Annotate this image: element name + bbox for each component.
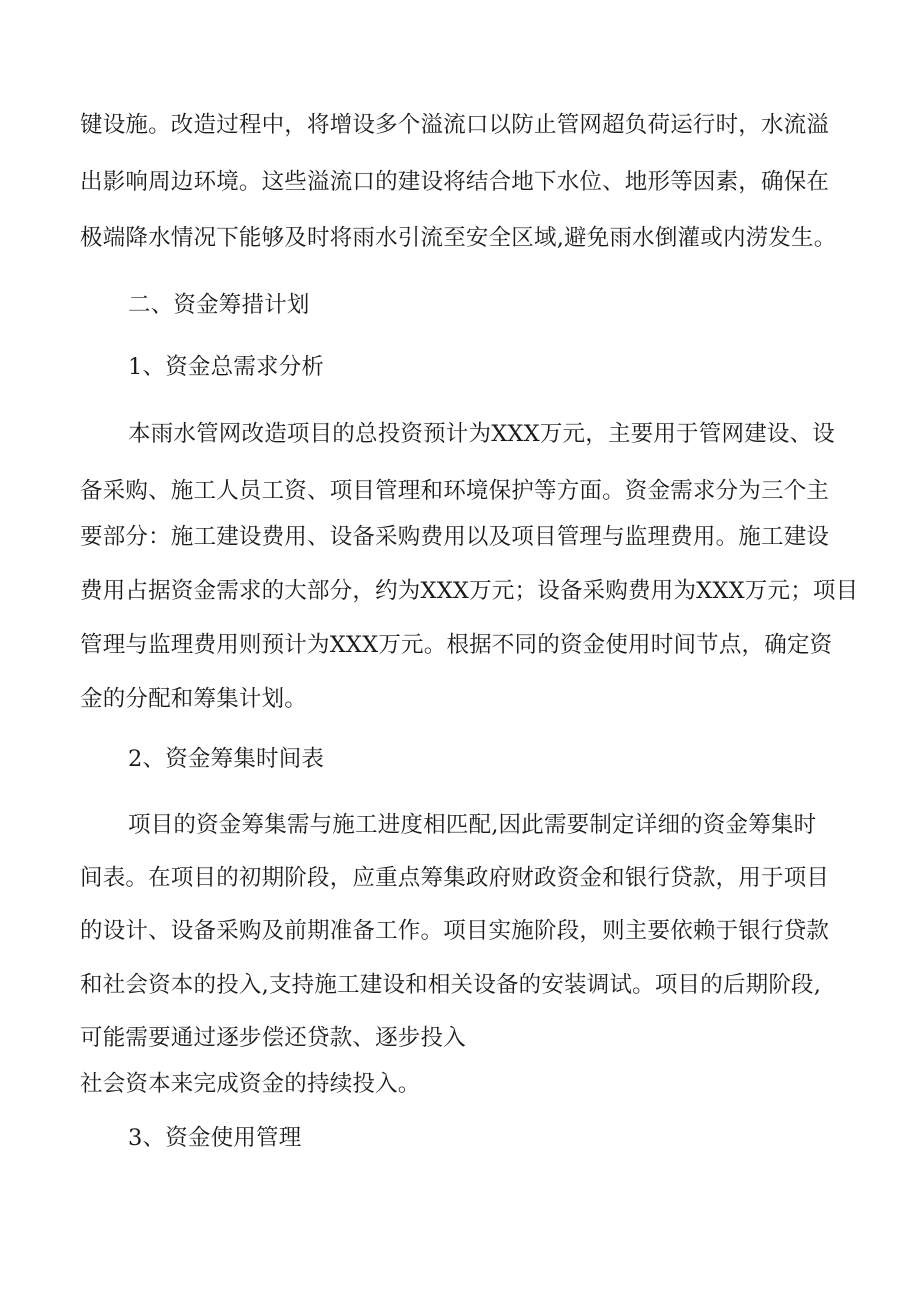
intro-line-1: 键设施。改造过程中，将增设多个溢流口以防止管网超负荷运行时，水流溢: [80, 112, 830, 138]
subsection-2-line-3: 的设计、设备采购及前期准备工作。项目实施阶段，则主要依赖于银行贷款: [80, 918, 830, 944]
subsection-2-line-1: 项目的资金筹集需与施工进度相匹配,因此需要制定详细的资金筹集时: [128, 812, 817, 838]
subsection-2-heading: 2、资金筹集时间表: [128, 746, 325, 772]
subsection-1-line-1: 本雨水管网改造项目的总投资预计为XXX万元，主要用于管网建设、设: [128, 421, 835, 447]
subsection-1-line-6: 金的分配和筹集计划。: [80, 686, 308, 712]
subsection-2-line-5: 可能需要通过逐步偿还贷款、逐步投入: [80, 1025, 466, 1051]
subsection-1-line-5: 管理与监理费用则预计为XXX万元。根据不同的资金使用时间节点，确定资: [80, 632, 833, 658]
intro-line-2: 出影响周边环境。这些溢流口的建设将结合地下水位、地形等因素，确保在: [80, 169, 830, 195]
subsection-2-line-2: 间表。在项目的初期阶段，应重点筹集政府财政资金和银行贷款，用于项目: [80, 865, 830, 891]
subsection-1-line-4: 费用占据资金需求的大部分，约为XXX万元；设备采购费用为XXX万元；项目: [80, 578, 859, 604]
section-heading: 二、资金筹措计划: [128, 292, 310, 318]
subsection-1-heading: 1、资金总需求分析: [128, 354, 325, 380]
subsection-2-line-4: 和社会资本的投入,支持施工建设和相关设备的安装调试。项目的后期阶段,: [80, 972, 822, 998]
subsection-2-line-6: 社会资本来完成资金的持续投入。: [80, 1071, 421, 1097]
intro-line-3: 极端降水情况下能够及时将雨水引流至安全区域,避免雨水倒灌或内涝发生。: [80, 225, 837, 251]
subsection-1-line-2: 备采购、施工人员工资、项目管理和环境保护等方面。资金需求分为三个主: [80, 478, 830, 504]
subsection-3-heading: 3、资金使用管理: [128, 1125, 302, 1151]
subsection-1-line-3: 要部分：施工建设费用、设备采购费用以及项目管理与监理费用。施工建设: [80, 524, 830, 550]
